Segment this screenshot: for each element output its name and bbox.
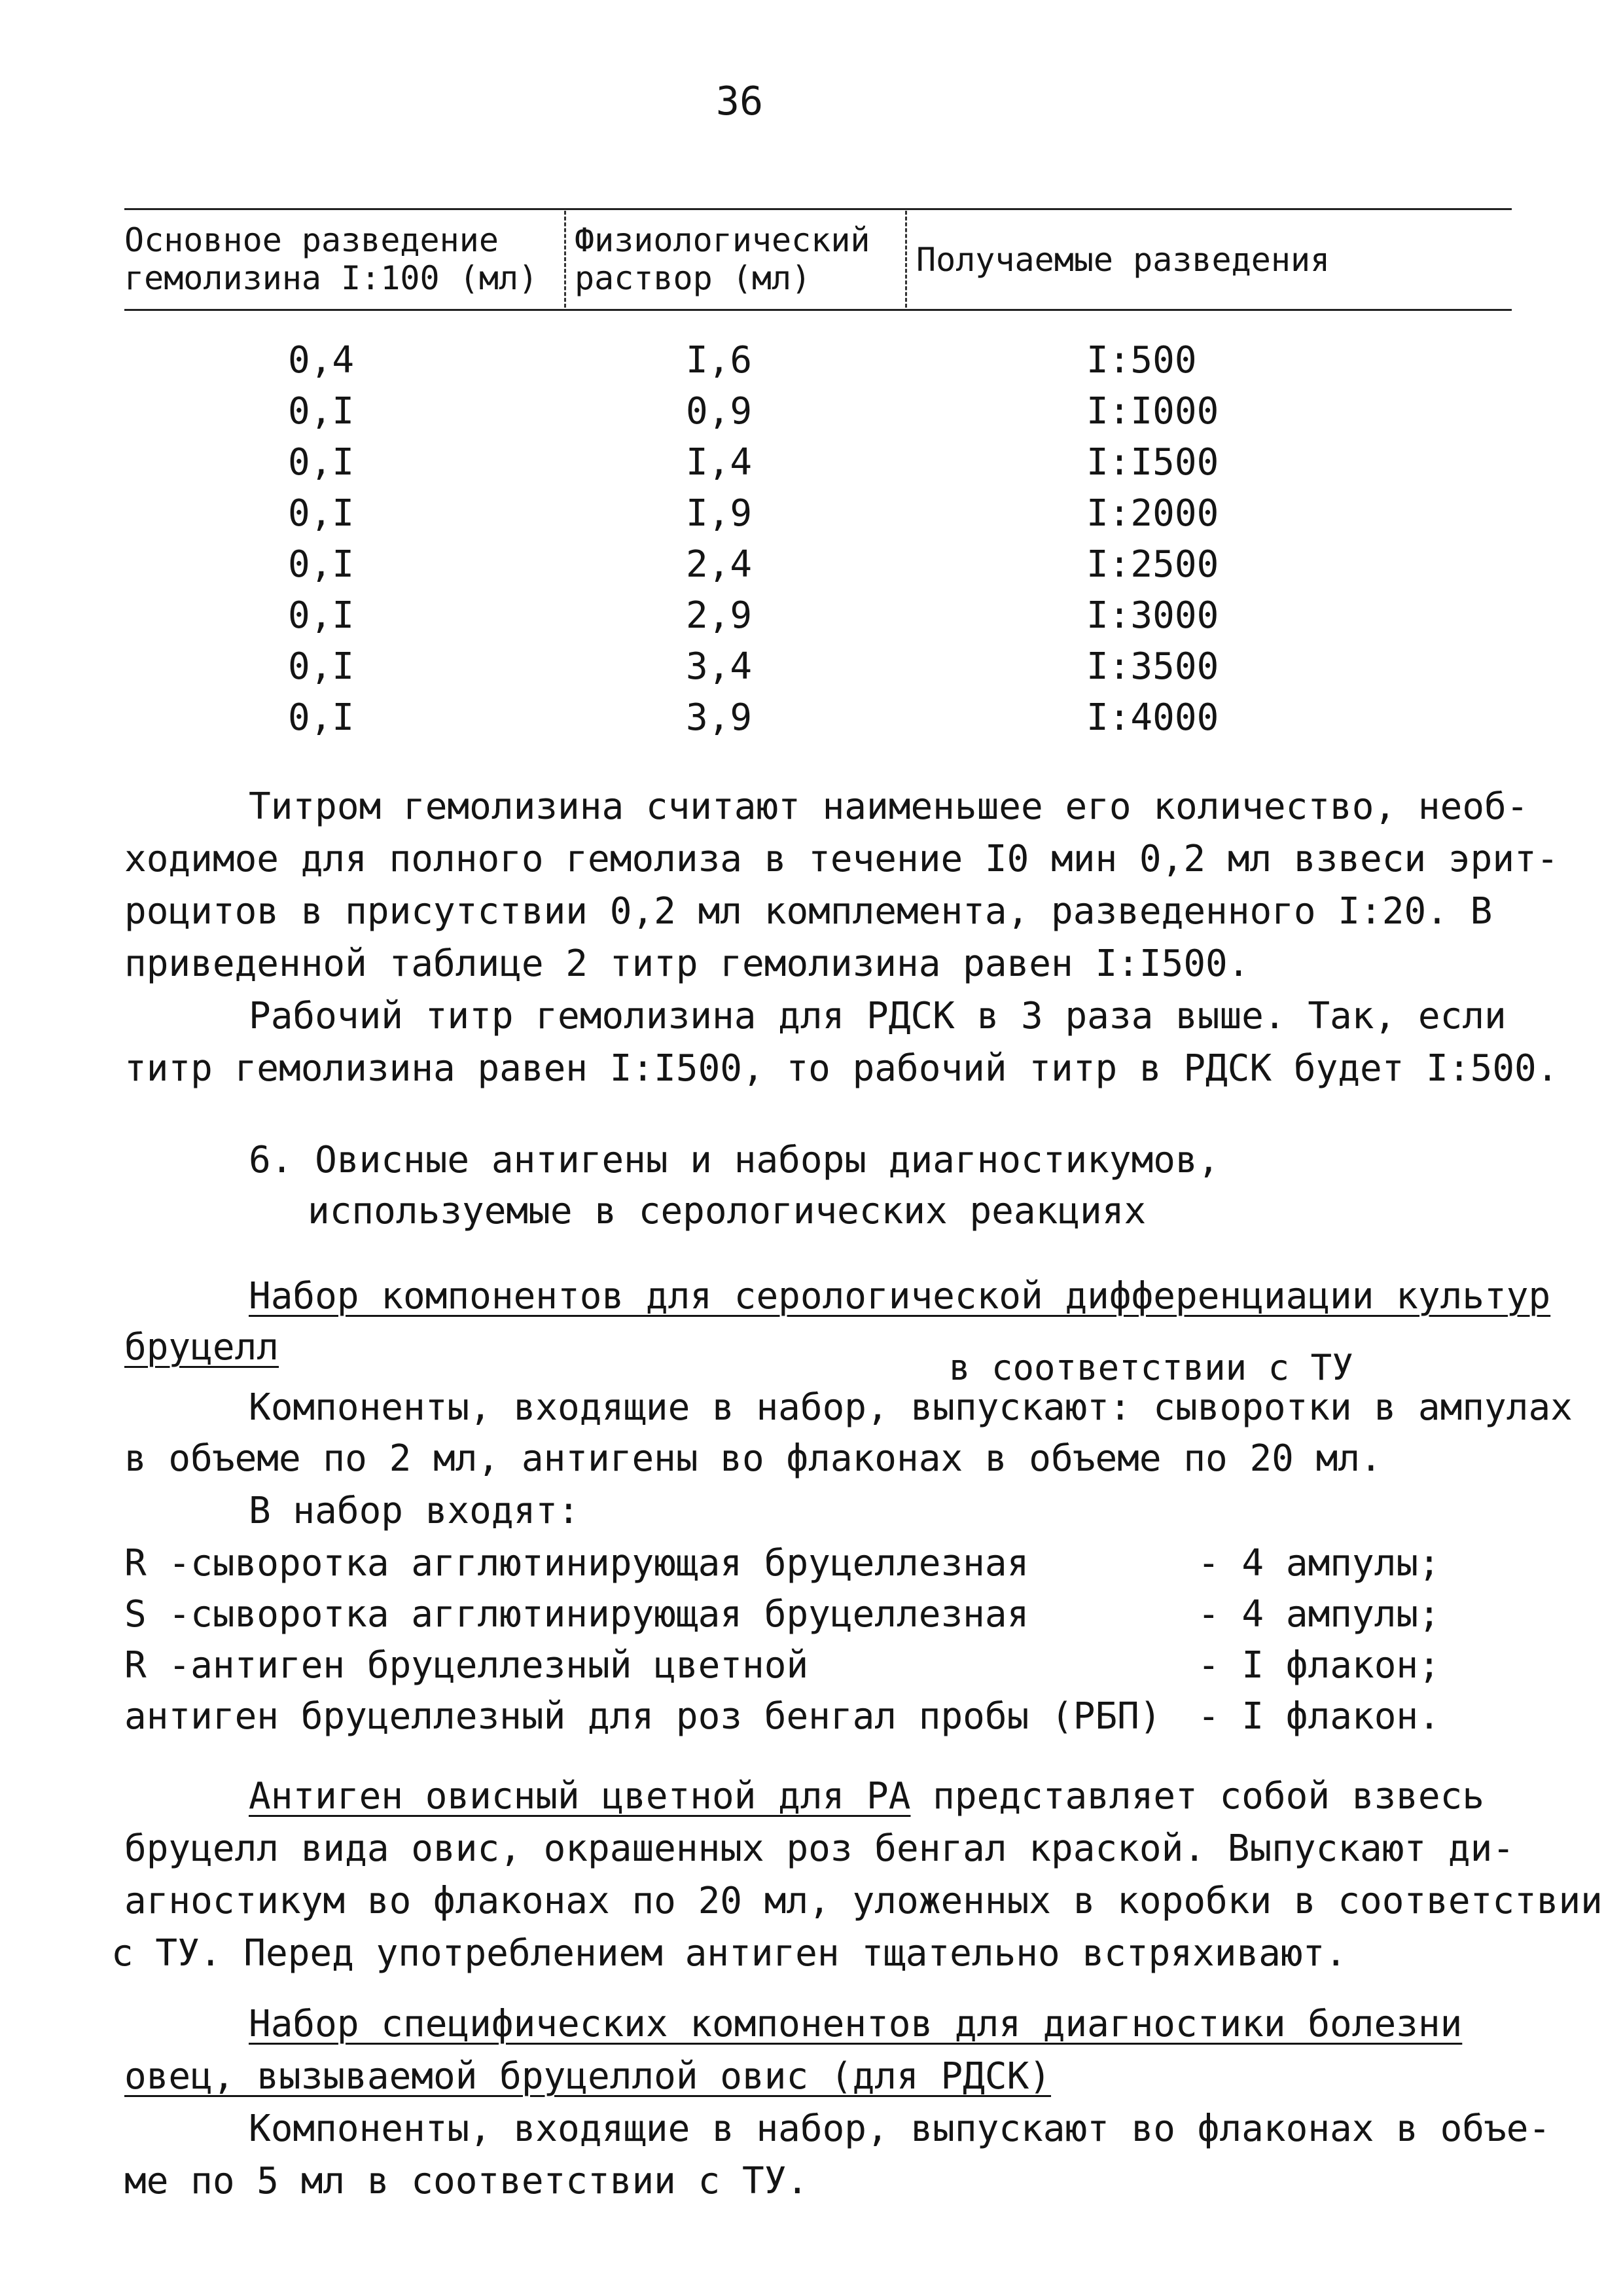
table-cell: 3,4 bbox=[686, 645, 753, 688]
item-name: S -сыворотка агглютинирующая бруцеллезная bbox=[124, 1593, 1029, 1636]
item-quantity: - 4 ампулы; bbox=[1198, 1593, 1440, 1636]
table-cell: 2,4 bbox=[686, 543, 753, 586]
table-cell: I,4 bbox=[686, 441, 753, 484]
table-top-rule bbox=[124, 208, 1512, 210]
text-line: титр гемолизина равен I:I500, то рабочий титр в РДСК будет I:500. bbox=[124, 1047, 1559, 1090]
table-cell: 0,I bbox=[288, 543, 355, 586]
text-line: в объеме по 2 мл, антигены во флаконах в объеме по 20 мл. bbox=[124, 1437, 1382, 1480]
table-cell: I:3500 bbox=[1086, 645, 1219, 688]
section-title-line: используемые в серологических реакциях bbox=[308, 1190, 1147, 1232]
table-cell: I:2500 bbox=[1086, 543, 1219, 586]
table-cell: I:4000 bbox=[1086, 696, 1219, 739]
table-cell: I,9 bbox=[686, 492, 753, 535]
text-line: с ТУ. Перед употреблением антиген тщательно встряхивают. bbox=[111, 1932, 1347, 1975]
antigen-title: Антиген овисный цветной для РА bbox=[249, 1775, 911, 1818]
item-quantity: - I флакон; bbox=[1198, 1644, 1440, 1687]
text-line: ходимое для полного гемолиза в течение I0 мин 0,2 мл взвеси эрит- bbox=[124, 838, 1559, 880]
kit-heading-line: овец, вызываемой бруцеллой овис (для РДСК) bbox=[124, 2055, 1052, 2098]
item-name: R -антиген бруцеллезный цветной bbox=[124, 1644, 809, 1687]
table-cell: 0,I bbox=[288, 645, 355, 688]
table-cell: 0,I bbox=[288, 696, 355, 739]
text-line: Антиген овисный цветной для РА представляет собой взвесь bbox=[249, 1775, 1485, 1818]
table-header-cell: Основное разведение гемолизина I:100 (мл) bbox=[124, 221, 539, 297]
text-line: агностикум во флаконах по 20 мл, уложенных в коробки в соответствии bbox=[124, 1880, 1603, 1922]
kit-heading-line: Набор компонентов для серологической дифференциации культур bbox=[249, 1275, 1551, 1318]
table-cell: 0,I bbox=[288, 594, 355, 637]
table-cell: I,6 bbox=[686, 339, 753, 382]
item-quantity: - 4 ампулы; bbox=[1198, 1542, 1440, 1585]
table-cell: 0,9 bbox=[686, 390, 753, 433]
text-line: Компоненты, входящие в набор, выпускают: сыворотки в ампулах bbox=[249, 1386, 1573, 1429]
column-divider bbox=[564, 211, 566, 308]
text-line: роцитов в присутствии 0,2 мл комплемента, разведенного I:20. В bbox=[124, 890, 1493, 933]
item-name: антиген бруцеллезный для роз бенгал пробы (РБП) bbox=[124, 1695, 1162, 1738]
table-cell: I:I000 bbox=[1086, 390, 1219, 433]
kit-heading-line: бруцелл bbox=[124, 1326, 279, 1369]
handwritten-insert: в соответствии с ТУ bbox=[949, 1347, 1353, 1388]
table-cell: 0,I bbox=[288, 441, 355, 484]
item-name: R -сыворотка агглютинирующая бруцеллезная bbox=[124, 1542, 1029, 1585]
page-number: 36 bbox=[715, 79, 764, 124]
table-header-cell: Физиологический раствор (мл) bbox=[575, 221, 870, 297]
table-cell: I:500 bbox=[1086, 339, 1197, 382]
text-line: Рабочий титр гемолизина для РДСК в 3 раза выше. Так, если bbox=[249, 995, 1507, 1037]
text-line: бруцелл вида овис, окрашенных роз бенгал краской. Выпускают ди- bbox=[124, 1827, 1515, 1870]
item-quantity: - I флакон. bbox=[1198, 1695, 1440, 1738]
table-cell: I:I500 bbox=[1086, 441, 1219, 484]
table-cell: 0,4 bbox=[288, 339, 355, 382]
table-header-cell: Получаемые разведения bbox=[916, 241, 1330, 279]
column-divider bbox=[905, 211, 907, 308]
text-line: Компоненты, входящие в набор, выпускают во флаконах в объе- bbox=[249, 2108, 1551, 2150]
text-line: приведенной таблице 2 титр гемолизина равен I:I500. bbox=[124, 942, 1250, 985]
table-cell: I:2000 bbox=[1086, 492, 1219, 535]
kit-heading-line: Набор специфических компонентов для диагностики болезни bbox=[249, 2003, 1463, 2045]
table-header-rule bbox=[124, 309, 1512, 311]
table-cell: 2,9 bbox=[686, 594, 753, 637]
section-title-line: 6. Овисные антигены и наборы диагностикумов, bbox=[249, 1139, 1220, 1181]
table-cell: I:3000 bbox=[1086, 594, 1219, 637]
table-cell: 0,I bbox=[288, 390, 355, 433]
table-cell: 0,I bbox=[288, 492, 355, 535]
text-line: ме по 5 мл в соответствии с ТУ. bbox=[124, 2160, 809, 2202]
includes-label: В набор входят: bbox=[249, 1490, 580, 1532]
table-cell: 3,9 bbox=[686, 696, 753, 739]
text-line: Титром гемолизина считают наименьшее его количество, необ- bbox=[249, 785, 1529, 828]
